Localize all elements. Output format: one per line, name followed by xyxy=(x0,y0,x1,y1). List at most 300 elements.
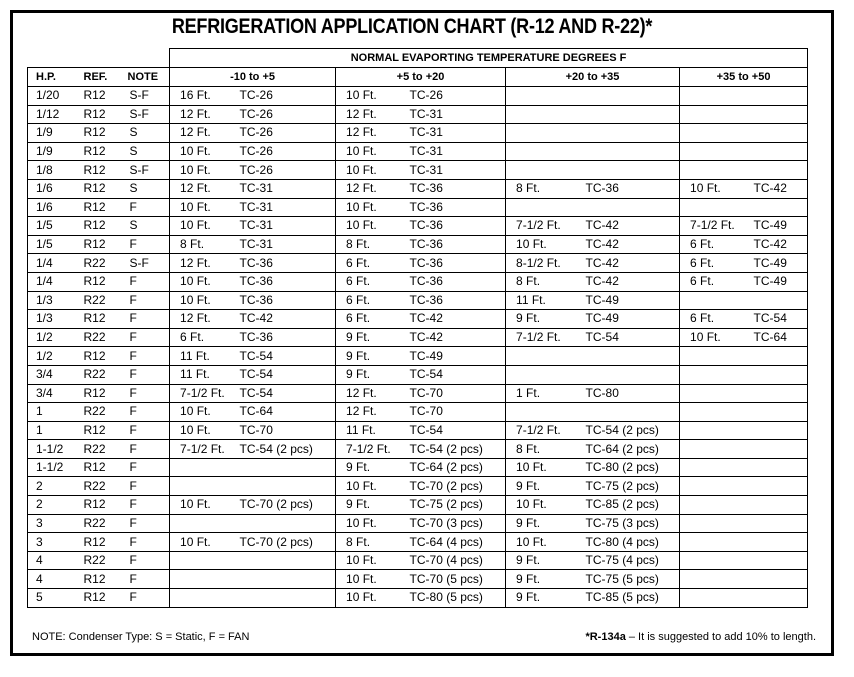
cell-capillary xyxy=(750,291,808,310)
cell-capillary: TC-36 xyxy=(406,254,506,273)
table-row xyxy=(28,198,808,217)
cell-length: 10 Ft. xyxy=(336,198,406,217)
cell-length xyxy=(680,570,750,589)
cell-capillary: TC-36 xyxy=(582,179,680,198)
cell-capillary: TC-54 xyxy=(406,365,506,384)
table-row xyxy=(28,496,808,515)
cell-capillary: TC-54 xyxy=(236,347,336,366)
table-row xyxy=(28,347,808,366)
cell-capillary: TC-75 (2 pcs) xyxy=(582,477,680,496)
cell-capillary: TC-70 (2 pcs) xyxy=(236,496,336,515)
cell-length: 10 Ft. xyxy=(336,477,406,496)
cell-capillary: TC-31 xyxy=(236,198,336,217)
cell-hp: 1/5 xyxy=(28,217,78,236)
cell-hp: 1/6 xyxy=(28,198,78,217)
cell-capillary xyxy=(750,589,808,608)
cell-capillary xyxy=(236,458,336,477)
cell-length xyxy=(506,87,582,106)
cell-capillary xyxy=(582,124,680,143)
cell-capillary: TC-75 (5 pcs) xyxy=(582,570,680,589)
cell-capillary xyxy=(750,477,808,496)
table-row xyxy=(28,589,808,608)
cell-length: 10 Ft. xyxy=(506,496,582,515)
cell-length xyxy=(506,105,582,124)
cell-length: 9 Ft. xyxy=(506,551,582,570)
cell-length: 8 Ft. xyxy=(170,235,236,254)
cell-length: 9 Ft. xyxy=(506,310,582,329)
cell-capillary: TC-54 (2 pcs) xyxy=(406,440,506,459)
cell-length: 10 Ft. xyxy=(336,87,406,106)
cell-length: 10 Ft. xyxy=(506,533,582,552)
cell-hp: 1/4 xyxy=(28,272,78,291)
cell-capillary: TC-64 (4 pcs) xyxy=(406,533,506,552)
cell-note: F xyxy=(124,440,170,459)
cell-capillary: TC-36 xyxy=(406,179,506,198)
cell-hp: 1 xyxy=(28,421,78,440)
cell-length xyxy=(680,347,750,366)
table-row xyxy=(28,179,808,198)
table-row xyxy=(28,161,808,180)
cell-capillary xyxy=(750,496,808,515)
cell-capillary: TC-36 xyxy=(236,254,336,273)
column-header-range-4: +35 to +50 xyxy=(680,68,808,87)
cell-hp: 1/8 xyxy=(28,161,78,180)
cell-length: 7-1/2 Ft. xyxy=(506,217,582,236)
cell-length: 12 Ft. xyxy=(170,124,236,143)
cell-ref: R12 xyxy=(78,217,124,236)
cell-length: 10 Ft. xyxy=(680,179,750,198)
cell-capillary xyxy=(582,347,680,366)
cell-capillary: TC-31 xyxy=(236,217,336,236)
cell-hp: 1/2 xyxy=(28,347,78,366)
cell-length: 10 Ft. xyxy=(336,217,406,236)
cell-capillary: TC-54 (2 pcs) xyxy=(236,440,336,459)
cell-length: 7-1/2 Ft. xyxy=(170,384,236,403)
cell-hp: 3 xyxy=(28,533,78,552)
cell-capillary: TC-36 xyxy=(236,272,336,291)
table-row xyxy=(28,551,808,570)
cell-ref: R22 xyxy=(78,328,124,347)
cell-capillary xyxy=(750,161,808,180)
cell-capillary: TC-31 xyxy=(406,161,506,180)
cell-hp: 2 xyxy=(28,477,78,496)
cell-ref: R22 xyxy=(78,365,124,384)
cell-length xyxy=(680,291,750,310)
cell-length xyxy=(680,198,750,217)
cell-note: F xyxy=(124,328,170,347)
cell-capillary: TC-70 xyxy=(236,421,336,440)
table-row xyxy=(28,403,808,422)
cell-hp: 1/3 xyxy=(28,310,78,329)
cell-length xyxy=(170,589,236,608)
cell-length: 12 Ft. xyxy=(336,179,406,198)
cell-capillary: TC-42 xyxy=(406,310,506,329)
cell-length: 10 Ft. xyxy=(336,161,406,180)
cell-length: 8 Ft. xyxy=(506,179,582,198)
cell-length: 10 Ft. xyxy=(336,570,406,589)
cell-length: 10 Ft. xyxy=(506,458,582,477)
cell-hp: 1/9 xyxy=(28,124,78,143)
cell-ref: R12 xyxy=(78,421,124,440)
cell-capillary xyxy=(750,347,808,366)
application-table xyxy=(27,48,808,608)
cell-ref: R12 xyxy=(78,310,124,329)
cell-ref: R12 xyxy=(78,272,124,291)
cell-hp: 1 xyxy=(28,403,78,422)
cell-length: 9 Ft. xyxy=(336,347,406,366)
cell-length xyxy=(680,458,750,477)
cell-capillary: TC-26 xyxy=(406,87,506,106)
table-row xyxy=(28,458,808,477)
cell-hp: 3 xyxy=(28,514,78,533)
cell-length: 6 Ft. xyxy=(680,272,750,291)
cell-capillary xyxy=(236,589,336,608)
cell-length xyxy=(680,161,750,180)
cell-length: 16 Ft. xyxy=(170,87,236,106)
cell-capillary: TC-64 xyxy=(750,328,808,347)
cell-length: 1 Ft. xyxy=(506,384,582,403)
cell-length xyxy=(170,570,236,589)
cell-length: 10 Ft. xyxy=(170,217,236,236)
cell-length: 10 Ft. xyxy=(506,235,582,254)
cell-note: S xyxy=(124,124,170,143)
cell-length: 11 Ft. xyxy=(336,421,406,440)
cell-capillary xyxy=(750,514,808,533)
cell-length: 6 Ft. xyxy=(336,254,406,273)
cell-length: 8 Ft. xyxy=(506,440,582,459)
cell-capillary xyxy=(582,142,680,161)
cell-capillary xyxy=(582,161,680,180)
cell-note: S-F xyxy=(124,254,170,273)
cell-hp: 3/4 xyxy=(28,384,78,403)
cell-ref: R12 xyxy=(78,589,124,608)
cell-length: 10 Ft. xyxy=(336,142,406,161)
cell-capillary: TC-80 xyxy=(582,384,680,403)
cell-note: F xyxy=(124,291,170,310)
cell-capillary: TC-75 (3 pcs) xyxy=(582,514,680,533)
cell-ref: R12 xyxy=(78,142,124,161)
cell-capillary: TC-36 xyxy=(406,198,506,217)
cell-ref: R12 xyxy=(78,105,124,124)
cell-capillary: TC-85 (2 pcs) xyxy=(582,496,680,515)
cell-ref: R22 xyxy=(78,403,124,422)
cell-length: 9 Ft. xyxy=(506,589,582,608)
cell-hp: 1/2 xyxy=(28,328,78,347)
cell-note: F xyxy=(124,551,170,570)
cell-ref: R12 xyxy=(78,533,124,552)
column-header-range-2: +5 to +20 xyxy=(336,68,506,87)
cell-capillary xyxy=(236,477,336,496)
cell-length: 10 Ft. xyxy=(170,403,236,422)
cell-hp: 1/5 xyxy=(28,235,78,254)
cell-length xyxy=(680,384,750,403)
cell-capillary xyxy=(750,440,808,459)
cell-capillary: TC-42 xyxy=(582,254,680,273)
cell-capillary: TC-54 xyxy=(406,421,506,440)
cell-capillary: TC-36 xyxy=(406,272,506,291)
cell-length: 8 Ft. xyxy=(336,235,406,254)
cell-ref: R22 xyxy=(78,551,124,570)
cell-capillary: TC-36 xyxy=(236,328,336,347)
cell-capillary xyxy=(750,124,808,143)
cell-capillary: TC-36 xyxy=(406,291,506,310)
cell-length xyxy=(680,124,750,143)
cell-length: 9 Ft. xyxy=(336,328,406,347)
cell-ref: R12 xyxy=(78,235,124,254)
cell-ref: R22 xyxy=(78,440,124,459)
cell-note: S-F xyxy=(124,87,170,106)
cell-length xyxy=(680,477,750,496)
cell-capillary: TC-49 xyxy=(406,347,506,366)
cell-hp: 3/4 xyxy=(28,365,78,384)
cell-length: 11 Ft. xyxy=(170,347,236,366)
cell-capillary xyxy=(750,365,808,384)
cell-hp: 4 xyxy=(28,551,78,570)
cell-capillary: TC-80 (5 pcs) xyxy=(406,589,506,608)
cell-length: 7-1/2 Ft. xyxy=(506,328,582,347)
temperature-group-header: NORMAL EVAPORTING TEMPERATURE DEGREES F xyxy=(170,49,808,68)
cell-length: 6 Ft. xyxy=(336,291,406,310)
cell-capillary: TC-70 xyxy=(406,384,506,403)
cell-length xyxy=(506,365,582,384)
cell-length xyxy=(680,551,750,570)
cell-capillary: TC-26 xyxy=(236,124,336,143)
cell-capillary: TC-42 xyxy=(750,235,808,254)
cell-capillary: TC-64 (2 pcs) xyxy=(582,440,680,459)
cell-length xyxy=(170,551,236,570)
cell-note: F xyxy=(124,533,170,552)
cell-length xyxy=(506,142,582,161)
cell-length xyxy=(680,496,750,515)
cell-hp: 1/4 xyxy=(28,254,78,273)
cell-length: 6 Ft. xyxy=(680,254,750,273)
cell-length: 6 Ft. xyxy=(680,235,750,254)
cell-length xyxy=(170,458,236,477)
cell-ref: R12 xyxy=(78,347,124,366)
cell-capillary: TC-26 xyxy=(236,142,336,161)
cell-length: 9 Ft. xyxy=(336,365,406,384)
cell-length xyxy=(680,403,750,422)
cell-length: 10 Ft. xyxy=(170,421,236,440)
cell-capillary xyxy=(236,570,336,589)
cell-capillary: TC-36 xyxy=(406,235,506,254)
cell-note: F xyxy=(124,272,170,291)
table-row xyxy=(28,124,808,143)
cell-hp: 4 xyxy=(28,570,78,589)
cell-length xyxy=(680,533,750,552)
table-row xyxy=(28,272,808,291)
cell-length: 10 Ft. xyxy=(170,142,236,161)
cell-hp: 1/12 xyxy=(28,105,78,124)
cell-length xyxy=(506,347,582,366)
cell-capillary: TC-36 xyxy=(406,217,506,236)
cell-ref: R12 xyxy=(78,570,124,589)
cell-length xyxy=(506,198,582,217)
column-header-ref: REF. xyxy=(78,68,124,87)
cell-capillary: TC-31 xyxy=(236,179,336,198)
cell-length: 12 Ft. xyxy=(170,310,236,329)
cell-capillary xyxy=(750,142,808,161)
cell-length: 7-1/2 Ft. xyxy=(680,217,750,236)
cell-length: 9 Ft. xyxy=(506,514,582,533)
cell-length: 12 Ft. xyxy=(336,384,406,403)
table-row xyxy=(28,514,808,533)
cell-hp: 1/20 xyxy=(28,87,78,106)
cell-hp: 2 xyxy=(28,496,78,515)
cell-length: 12 Ft. xyxy=(336,403,406,422)
cell-capillary: TC-64 (2 pcs) xyxy=(406,458,506,477)
cell-capillary: TC-26 xyxy=(236,161,336,180)
cell-capillary: TC-70 (2 pcs) xyxy=(236,533,336,552)
table-row xyxy=(28,142,808,161)
chart-title: REFRIGERATION APPLICATION CHART (R-12 AND R-22)* xyxy=(171,15,653,38)
cell-capillary xyxy=(582,105,680,124)
cell-length xyxy=(506,124,582,143)
cell-length: 6 Ft. xyxy=(336,310,406,329)
cell-ref: R12 xyxy=(78,161,124,180)
cell-hp: 1-1/2 xyxy=(28,440,78,459)
cell-capillary: TC-70 xyxy=(406,403,506,422)
cell-length xyxy=(680,421,750,440)
cell-capillary: TC-42 xyxy=(236,310,336,329)
cell-note: F xyxy=(124,477,170,496)
table-row xyxy=(28,291,808,310)
table-row xyxy=(28,440,808,459)
cell-capillary: TC-31 xyxy=(406,142,506,161)
cell-capillary: TC-42 xyxy=(750,179,808,198)
cell-note: F xyxy=(124,198,170,217)
cell-length xyxy=(680,87,750,106)
cell-length: 9 Ft. xyxy=(336,458,406,477)
cell-note: F xyxy=(124,496,170,515)
cell-ref: R12 xyxy=(78,87,124,106)
table-row xyxy=(28,328,808,347)
cell-capillary: TC-31 xyxy=(406,124,506,143)
cell-note: S xyxy=(124,142,170,161)
cell-length: 10 Ft. xyxy=(170,533,236,552)
condenser-note: NOTE: Condenser Type: S = Static, F = FAN xyxy=(32,631,250,643)
cell-capillary: TC-49 xyxy=(582,291,680,310)
cell-ref: R22 xyxy=(78,514,124,533)
cell-capillary: TC-42 xyxy=(582,235,680,254)
cell-capillary: TC-70 (4 pcs) xyxy=(406,551,506,570)
cell-length: 7-1/2 Ft. xyxy=(506,421,582,440)
table-row xyxy=(28,87,808,106)
cell-length: 6 Ft. xyxy=(170,328,236,347)
cell-note: S xyxy=(124,217,170,236)
cell-capillary xyxy=(750,551,808,570)
cell-length: 6 Ft. xyxy=(680,310,750,329)
cell-capillary: TC-54 (2 pcs) xyxy=(582,421,680,440)
cell-length: 9 Ft. xyxy=(506,570,582,589)
cell-length: 10 Ft. xyxy=(170,496,236,515)
cell-length: 12 Ft. xyxy=(170,105,236,124)
cell-length: 11 Ft. xyxy=(170,365,236,384)
cell-length: 10 Ft. xyxy=(680,328,750,347)
cell-capillary: TC-49 xyxy=(582,310,680,329)
cell-capillary xyxy=(582,87,680,106)
cell-length: 10 Ft. xyxy=(170,161,236,180)
cell-length: 8 Ft. xyxy=(506,272,582,291)
cell-ref: R12 xyxy=(78,179,124,198)
column-header-note: NOTE xyxy=(124,68,170,87)
cell-length: 10 Ft. xyxy=(336,589,406,608)
cell-capillary: TC-70 (5 pcs) xyxy=(406,570,506,589)
refrigerant-note-text: – It is suggested to add 10% to length. xyxy=(625,631,816,643)
cell-capillary xyxy=(582,198,680,217)
cell-ref: R12 xyxy=(78,384,124,403)
cell-length: 10 Ft. xyxy=(170,198,236,217)
column-header-range-3: +20 to +35 xyxy=(506,68,680,87)
cell-capillary xyxy=(750,533,808,552)
cell-capillary: TC-36 xyxy=(236,291,336,310)
cell-length xyxy=(680,440,750,459)
cell-note: S xyxy=(124,179,170,198)
table-row xyxy=(28,477,808,496)
cell-capillary xyxy=(750,87,808,106)
cell-note: S-F xyxy=(124,161,170,180)
cell-note: F xyxy=(124,403,170,422)
cell-capillary: TC-31 xyxy=(236,235,336,254)
cell-hp: 1/3 xyxy=(28,291,78,310)
cell-ref: R22 xyxy=(78,477,124,496)
cell-length: 9 Ft. xyxy=(506,477,582,496)
cell-length: 8 Ft. xyxy=(336,533,406,552)
cell-capillary: TC-42 xyxy=(582,217,680,236)
cell-length: 8-1/2 Ft. xyxy=(506,254,582,273)
cell-hp: 1-1/2 xyxy=(28,458,78,477)
cell-length xyxy=(680,514,750,533)
cell-length xyxy=(170,514,236,533)
cell-note: F xyxy=(124,384,170,403)
table-row xyxy=(28,384,808,403)
cell-capillary: TC-49 xyxy=(750,254,808,273)
cell-capillary: TC-80 (4 pcs) xyxy=(582,533,680,552)
cell-note: F xyxy=(124,365,170,384)
cell-ref: R12 xyxy=(78,124,124,143)
cell-capillary xyxy=(582,365,680,384)
cell-length: 12 Ft. xyxy=(170,254,236,273)
cell-length xyxy=(680,589,750,608)
cell-note: F xyxy=(124,235,170,254)
cell-length xyxy=(680,142,750,161)
cell-capillary xyxy=(236,514,336,533)
cell-capillary xyxy=(750,198,808,217)
cell-capillary: TC-49 xyxy=(750,217,808,236)
cell-capillary: TC-42 xyxy=(406,328,506,347)
cell-capillary: TC-54 xyxy=(582,328,680,347)
cell-note: F xyxy=(124,310,170,329)
cell-length: 10 Ft. xyxy=(336,551,406,570)
cell-length xyxy=(680,365,750,384)
cell-capillary: TC-26 xyxy=(236,105,336,124)
refrigerant-note xyxy=(585,631,816,643)
cell-capillary: TC-75 (4 pcs) xyxy=(582,551,680,570)
cell-capillary xyxy=(750,403,808,422)
cell-capillary: TC-85 (5 pcs) xyxy=(582,589,680,608)
cell-ref: R22 xyxy=(78,254,124,273)
table-row xyxy=(28,235,808,254)
cell-length: 12 Ft. xyxy=(336,124,406,143)
table-row xyxy=(28,570,808,589)
cell-capillary: TC-54 xyxy=(236,365,336,384)
cell-capillary xyxy=(582,403,680,422)
cell-length: 10 Ft. xyxy=(336,514,406,533)
cell-length: 7-1/2 Ft. xyxy=(170,440,236,459)
cell-note: F xyxy=(124,347,170,366)
cell-capillary: TC-31 xyxy=(406,105,506,124)
refrigerant-note-label: *R-134a xyxy=(585,631,626,643)
